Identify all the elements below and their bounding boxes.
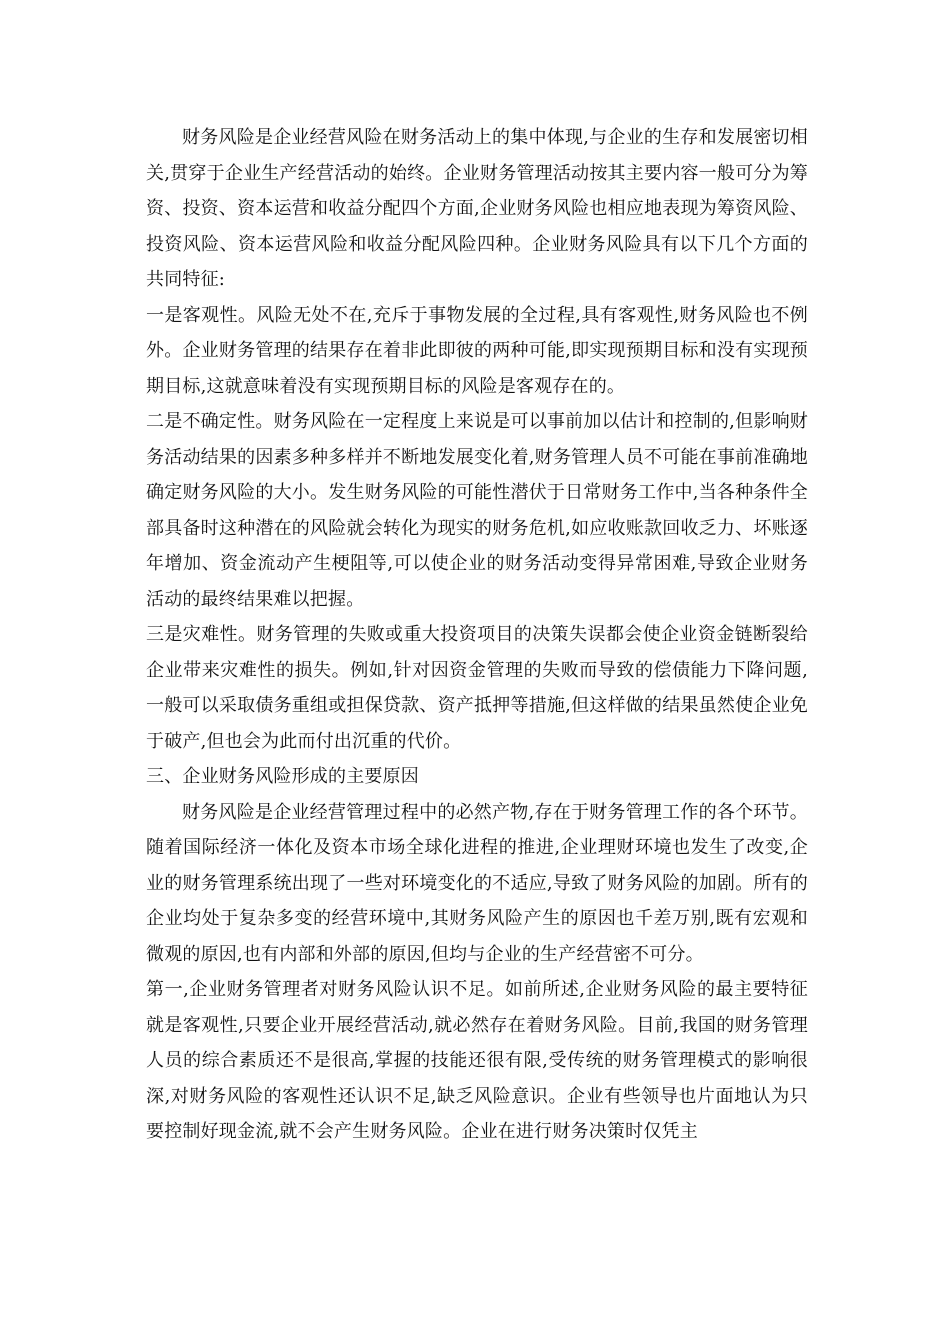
paragraph-first-cause: 第一,企业财务管理者对财务风险认识不足。如前所述,企业财务风险的最主要特征就是客观性,只要企业开展经营活动,就必然存在着财务风险。目前,我国的财务管理人员的综合素质还不是很高,掌握的技能还很有限,受传统的财务管理模式的影响很深,对财务风险的客观性还认识不足,缺乏风险意识。企业有些领导也片面地认为只要控制好现金流,就不会产生财务风险。企业在进行财务决策时仅凭主 [146, 979, 808, 1142]
paragraph-causes-intro: 财务风险是企业经营管理过程中的必然产物,存在于财务管理工作的各个环节。随着国际经济一体化及资本市场全球化进程的推进,企业理财环境也发生了改变,企业的财务管理系统出现了一些对环境变化的不适应,导致了财务风险的加剧。所有的企业均处于复杂多变的经营环境中,其财务风险产生的原因也千差万别,既有宏观和微观的原因,也有内部和外部的原因,但均与企业的生产经营密不可分。 [146, 801, 808, 965]
paragraph-objectivity: 一是客观性。风险无处不在,充斥于事物发展的全过程,具有客观性,财务风险也不例外。企业财务管理的结果存在着非此即彼的两种可能,即实现预期目标和没有实现预期目标,这就意味着没有实现预期目标的风险是客观存在的。 [146, 304, 808, 397]
paragraph-uncertainty: 二是不确定性。财务风险在一定程度上来说是可以事前加以估计和控制的,但影响财务活动结果的因素多种多样并不断地发展变化着,财务管理人员不可能在事前准确地确定财务风险的大小。发生财务风险的可能性潜伏于日常财务工作中,当各种条件全部具备时这种潜在的风险就会转化为现实的财务危机,如应收账款回收乏力、坏账逐年增加、资金流动产生梗阻等,可以使企业的财务活动变得异常困难,导致企业财务活动的最终结果难以把握。 [146, 411, 808, 610]
paragraph-catastrophic: 三是灾难性。财务管理的失败或重大投资项目的决策失误都会使企业资金链断裂给企业带来灾难性的损失。例如,针对因资金管理的失败而导致的偿债能力下降问题,一般可以采取债务重组或担保贷款、资产抵押等措施,但这样做的结果虽然使企业免于破产,但也会为此而付出沉重的代价。 [146, 624, 808, 752]
document-body [146, 120, 808, 1150]
paragraph-financial-risk-intro: 财务风险是企业经营风险在财务活动上的集中体现,与企业的生存和发展密切相关,贯穿于企业生产经营活动的始终。企业财务管理活动按其主要内容一般可分为筹资、投资、资本运营和收益分配四个方面,企业财务风险也相应地表现为筹资风险、投资风险、资本运营风险和收益分配风险四种。企业财务风险具有以下几个方面的共同特征: [146, 127, 808, 290]
section-heading-causes: 三、企业财务风险形成的主要原因 [146, 766, 419, 787]
